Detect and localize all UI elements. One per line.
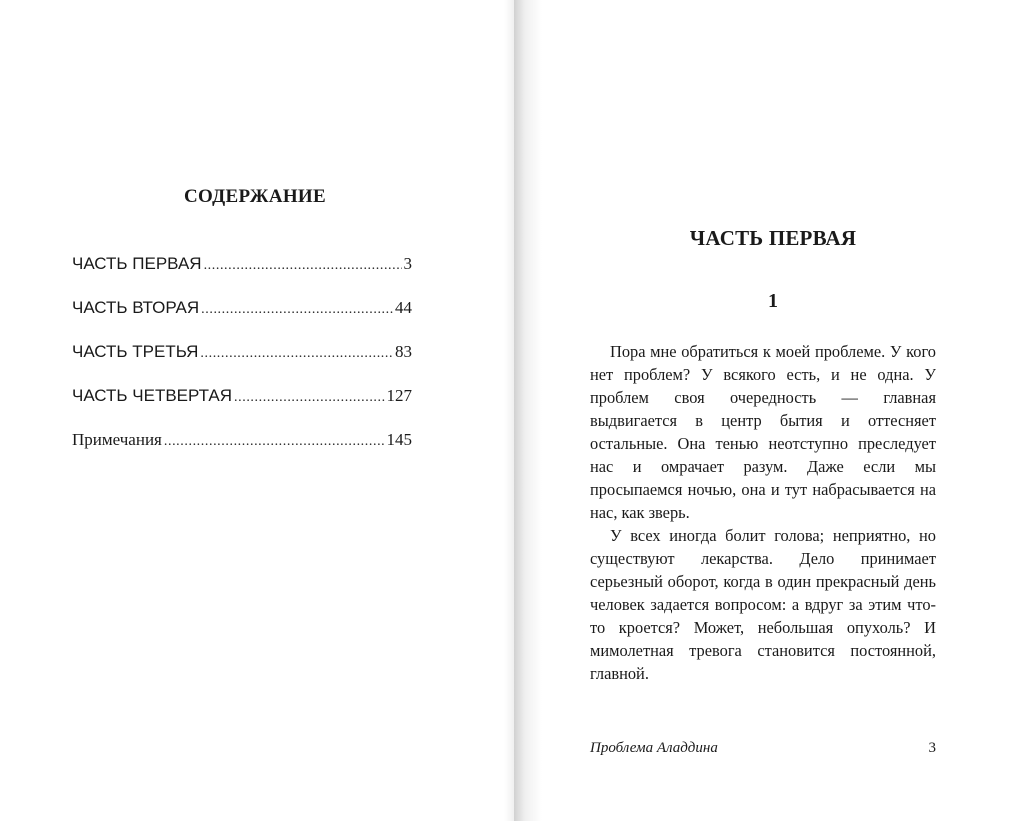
toc-entry-part-three[interactable] xyxy=(72,342,412,386)
footer-page-number: 3 xyxy=(928,740,936,756)
running-footer xyxy=(590,740,936,757)
table-of-contents xyxy=(72,254,412,474)
right-page xyxy=(514,0,1034,821)
left-page xyxy=(0,0,514,821)
part-title: ЧАСТЬ ПЕРВАЯ xyxy=(689,226,857,250)
toc-leader-dots xyxy=(234,390,384,406)
toc-entry-notes[interactable] xyxy=(72,430,412,474)
toc-entry-page: 127 xyxy=(386,386,412,405)
toc-leader-dots xyxy=(204,258,402,274)
toc-entry-page: 44 xyxy=(395,298,412,317)
toc-entry-page: 3 xyxy=(403,254,412,273)
chapter-body xyxy=(590,340,936,685)
footer-book-title: Проблема Аладдина xyxy=(590,740,718,756)
right-gutter-shadow xyxy=(514,0,542,821)
toc-entry-label: ЧАСТЬ ПЕРВАЯ xyxy=(72,254,202,273)
toc-entry-page: 145 xyxy=(386,430,412,449)
left-gutter-shadow xyxy=(504,0,514,821)
toc-entry-label: ЧАСТЬ ЧЕТВЕРТАЯ xyxy=(72,386,233,405)
toc-entry-part-two[interactable] xyxy=(72,298,412,342)
paragraph: Пора мне обратиться к моей проблеме. У кого нет проблем? У всякого есть, и не одна. У проблем своя очередность — главная выдвигается в центр бытия и оттесняет остальные. Она тенью неотступно преследует нас и омрачает разум. Даже если мы просыпаемся ночью, она и тут набрасывается на нас, как зверь. xyxy=(590,342,936,522)
toc-entry-label: Примечания xyxy=(72,430,162,449)
toc-leader-dots xyxy=(200,346,393,362)
toc-entry-page: 83 xyxy=(395,342,412,361)
toc-title: СОДЕРЖАНИЕ xyxy=(184,186,326,207)
toc-entry-part-one[interactable] xyxy=(72,254,412,298)
paragraph: У всех иногда болит голова; неприятно, но существуют лекарства. Дело принимает серьезный оборот, когда в один прекрасный день человек задается вопросом: а вдруг за этим что-то кроется? Может, небольшая опухоль? И мимолетная тревога становится постоянной, главной. xyxy=(590,526,936,683)
toc-entry-label: ЧАСТЬ ВТОРАЯ xyxy=(72,298,200,317)
toc-entry-label: ЧАСТЬ ТРЕТЬЯ xyxy=(72,342,199,361)
toc-leader-dots xyxy=(164,434,385,450)
toc-leader-dots xyxy=(201,302,393,318)
chapter-number: 1 xyxy=(768,290,778,312)
toc-entry-part-four[interactable] xyxy=(72,386,412,430)
